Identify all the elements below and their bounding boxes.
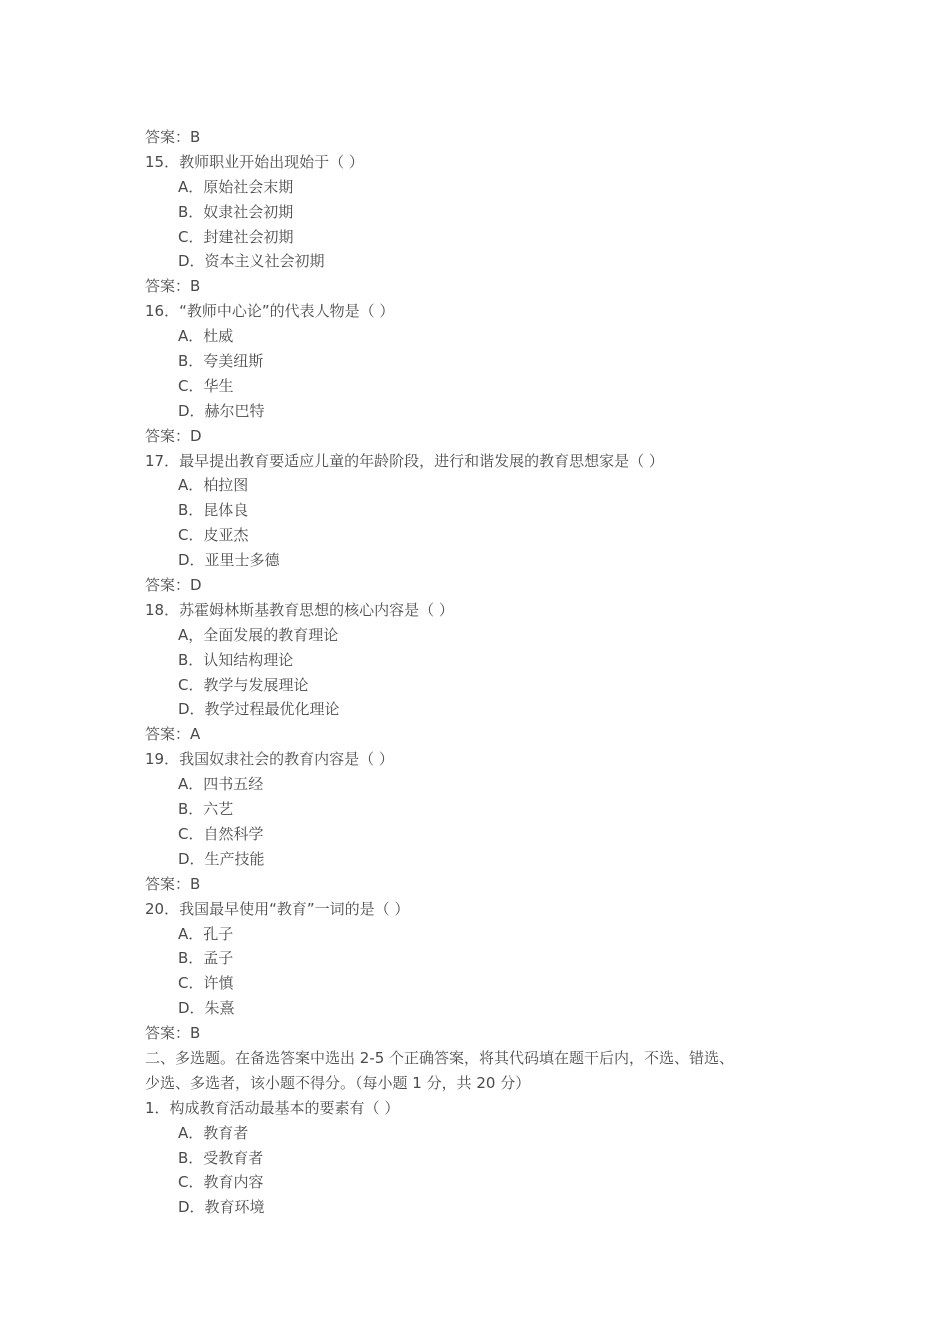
option-item: A，全面发展的教育理论 [178, 625, 339, 644]
option-item: B．奴隶社会初期 [178, 202, 294, 221]
option-item: C．许慎 [178, 974, 234, 993]
option-item: B．孟子 [178, 949, 234, 968]
option-item: C．华生 [178, 376, 234, 395]
option-item: A．柏拉图 [178, 476, 249, 495]
option-item: C．皮亚杰 [178, 526, 249, 545]
option-item: A．杜威 [178, 327, 234, 346]
option-item: C．封建社会初期 [178, 227, 294, 246]
question-text: 1．构成教育活动最基本的要素有（ ） [145, 1098, 400, 1117]
option-item: D．资本主义社会初期 [178, 252, 325, 271]
option-item: B．昆体良 [178, 501, 249, 520]
question-text: 19．我国奴隶社会的教育内容是（ ） [145, 750, 394, 769]
option-item: D．亚里士多德 [178, 551, 280, 570]
answer-line: 答案：A [145, 725, 201, 744]
option-item: A．教育者 [178, 1123, 249, 1142]
section-heading: 少选、多选者，该小题不得分。（每小题 1 分，共 20 分） [145, 1073, 531, 1092]
option-item: A．原始社会末期 [178, 177, 294, 196]
option-item: D．教育环境 [178, 1198, 265, 1217]
section-heading: 二、多选题。在备选答案中选出 2-5 个正确答案，将其代码填在题干后内，不选、错选、 [145, 1048, 735, 1067]
answer-line: 答案：B [145, 128, 201, 146]
answer-line: 答案：B [145, 277, 201, 296]
question-text: 17．最早提出教育要适应儿童的年龄阶段，进行和谐发展的教育思想家是（ ） [145, 451, 664, 470]
answer-line: 答案：B [145, 1024, 201, 1043]
option-item: D．朱熹 [178, 999, 235, 1018]
document-page [145, 125, 815, 1220]
option-item: D．赫尔巴特 [178, 401, 265, 420]
option-item: A．四书五经 [178, 775, 264, 794]
question-text: 16．“教师中心论”的代表人物是（ ） [145, 302, 395, 321]
option-item: B．认知结构理论 [178, 650, 294, 669]
option-item: A．孔子 [178, 924, 234, 943]
document-body [145, 125, 815, 1220]
question-text: 15．教师职业开始出现始于（ ） [145, 152, 364, 171]
option-item: C．教学与发展理论 [178, 675, 309, 694]
question-text: 20．我国最早使用“教育”一词的是（ ） [145, 899, 410, 918]
option-item: D．生产技能 [178, 849, 265, 868]
answer-line: 答案：B [145, 874, 201, 893]
option-item: C．自然科学 [178, 824, 264, 843]
option-item: B．夸美纽斯 [178, 352, 264, 371]
option-item: B．受教育者 [178, 1148, 264, 1167]
answer-line: 答案：D [145, 426, 202, 445]
option-item: C．教育内容 [178, 1173, 264, 1192]
option-item: B．六艺 [178, 800, 234, 819]
option-item: D．教学过程最优化理论 [178, 700, 340, 719]
question-text: 18．苏霍姆林斯基教育思想的核心内容是（ ） [145, 600, 454, 619]
answer-line: 答案：D [145, 576, 202, 595]
